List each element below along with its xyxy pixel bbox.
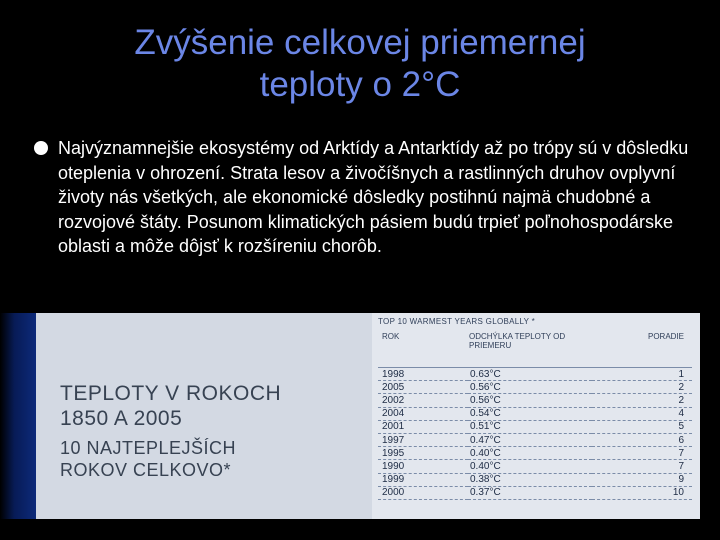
slide-title-line-2: teploty o 2°C	[259, 65, 461, 104]
cell-year: 2000	[378, 486, 468, 499]
cell-rank: 4	[592, 407, 692, 420]
cell-year: 1998	[378, 368, 468, 381]
cell-rank: 1	[592, 368, 692, 381]
cell-year: 1999	[378, 473, 468, 486]
cell-rank: 7	[592, 447, 692, 460]
col-deviation-header: ODCHÝLKA TEPLOTY OD PRIEMERU	[468, 329, 592, 368]
caption-line-3: 10 NAJTEPLEJŠÍCH	[60, 438, 237, 458]
table-row	[378, 473, 692, 486]
table-row	[378, 381, 692, 394]
warmest-years-table	[372, 313, 700, 519]
cell-rank: 7	[592, 460, 692, 473]
cell-deviation: 0.47°C	[468, 433, 592, 446]
slide-title-line-1: Zvýšenie celkovej priemernej	[134, 23, 586, 62]
cell-rank: 2	[592, 381, 692, 394]
cell-year: 2002	[378, 394, 468, 407]
cell-year: 1995	[378, 447, 468, 460]
cell-rank: 2	[592, 394, 692, 407]
cell-rank: 9	[592, 473, 692, 486]
bullet-text: Najvýznamnejšie ekosystémy od Arktídy a Antarktídy až po trópy sú v dôsledku oteplenia v ohrození. Strata lesov a živočíšnych a rastlinných druhov ovplyvní životy nás všetkých, ale ekonomické dôsledky postihnú najmä chudobné a rozvojové štáty. Posunom klimatických pásiem budú trpieť poľnohospodárske oblasti a môže dôjsť k rozšíreniu chorôb.	[58, 138, 689, 256]
caption-line-1: TEPLOTY V ROKOCH	[60, 382, 282, 405]
figure-caption-area	[36, 313, 372, 519]
cell-year: 1997	[378, 433, 468, 446]
cell-year: 2001	[378, 420, 468, 433]
slide-title	[0, 22, 720, 106]
cell-deviation: 0.56°C	[468, 394, 592, 407]
table-row	[378, 433, 692, 446]
cell-deviation: 0.40°C	[468, 460, 592, 473]
cell-year: 2005	[378, 381, 468, 394]
col-year-header: ROK	[378, 329, 468, 368]
table-title: TOP 10 WARMEST YEARS GLOBALLY *	[378, 317, 536, 326]
bullet-icon	[34, 141, 48, 155]
table-row	[378, 486, 692, 499]
cell-deviation: 0.56°C	[468, 381, 592, 394]
cell-deviation: 0.54°C	[468, 407, 592, 420]
cell-rank: 6	[592, 433, 692, 446]
cell-deviation: 0.63°C	[468, 368, 592, 381]
table-row	[378, 394, 692, 407]
cell-year: 1990	[378, 460, 468, 473]
cell-year: 2004	[378, 407, 468, 420]
caption-line-2: 1850 A 2005	[60, 407, 183, 430]
cell-deviation: 0.38°C	[468, 473, 592, 486]
cell-deviation: 0.40°C	[468, 447, 592, 460]
table-row	[378, 447, 692, 460]
table-row	[378, 460, 692, 473]
figure-caption	[60, 381, 281, 481]
cell-deviation: 0.37°C	[468, 486, 592, 499]
figure-panel	[36, 313, 700, 519]
table-row	[378, 420, 692, 433]
table-row	[378, 407, 692, 420]
caption-line-4: ROKOV CELKOVO*	[60, 460, 232, 480]
cell-deviation: 0.51°C	[468, 420, 592, 433]
cell-rank: 5	[592, 420, 692, 433]
col-rank-header: PORADIE	[592, 329, 692, 368]
cell-rank: 10	[592, 486, 692, 499]
left-gradient-edge	[0, 313, 36, 519]
data-table	[378, 329, 692, 500]
table-row	[378, 368, 692, 381]
